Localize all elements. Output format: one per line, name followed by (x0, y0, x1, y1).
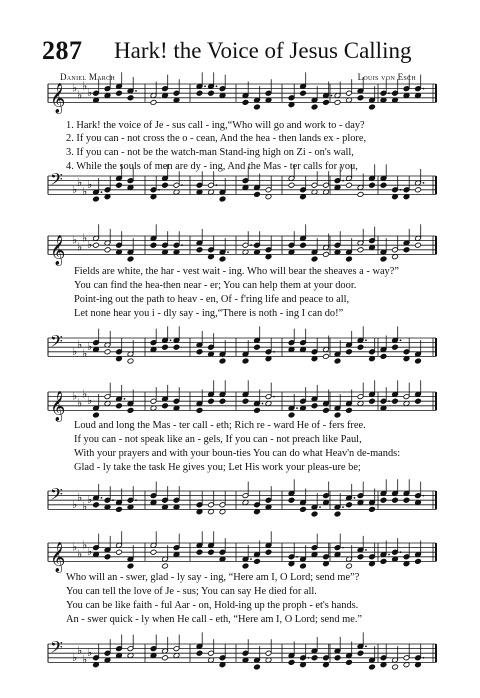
svg-text:𝄢: 𝄢 (50, 484, 63, 508)
svg-text:♭: ♭ (87, 545, 93, 559)
svg-text:♭: ♭ (72, 344, 78, 358)
svg-text:♭: ♭ (87, 86, 93, 100)
svg-text:♭: ♭ (72, 497, 78, 511)
lyric-line: You can be like faith - ful Aar - on, Hold-ing up the proph - et's hands. (66, 600, 359, 611)
svg-text:♭: ♭ (87, 394, 93, 408)
svg-text:♭: ♭ (77, 175, 83, 189)
lyric-line: 4. While the souls of men are dy - ing, And the Mas - ter calls for you, (66, 161, 358, 172)
lyric-line: Fields are white, the har - vest wait - ing. Who will bear the sheaves a - way?” (74, 266, 399, 277)
svg-text:♭: ♭ (77, 88, 83, 102)
svg-text:♭: ♭ (87, 493, 93, 507)
svg-text:♭: ♭ (87, 646, 93, 660)
svg-text:♭: ♭ (82, 79, 88, 93)
svg-text:♭: ♭ (82, 500, 88, 514)
svg-text:♭: ♭ (77, 240, 83, 254)
lyric-line: Glad - ly take the task He gives you; Let His work your pleas-ure be; (74, 462, 361, 473)
svg-text:𝄢: 𝄢 (50, 169, 63, 193)
svg-text:♭: ♭ (77, 490, 83, 504)
svg-text:𝄢: 𝄢 (50, 637, 63, 661)
svg-text:♭: ♭ (87, 178, 93, 192)
svg-text:♭: ♭ (82, 347, 88, 361)
svg-text:𝄞: 𝄞 (50, 235, 66, 266)
svg-text:♭: ♭ (77, 547, 83, 561)
svg-text:♭: ♭ (77, 337, 83, 351)
svg-text:𝄞: 𝄞 (50, 83, 66, 114)
svg-text:♭: ♭ (82, 231, 88, 245)
hymn-number: 287 (42, 36, 83, 65)
lyric-line: 3. If you can - not be the watch-man Stand-ing high on Zi - on's wall, (66, 147, 354, 158)
svg-text:♭: ♭ (72, 182, 78, 196)
svg-text:♭: ♭ (72, 389, 78, 403)
composer-credit: Daniel March (60, 72, 116, 82)
svg-text:♭: ♭ (82, 538, 88, 552)
svg-text:♭: ♭ (87, 340, 93, 354)
svg-text:♭: ♭ (72, 233, 78, 247)
svg-text:♭: ♭ (82, 653, 88, 667)
lyric-line: An - swer quick - ly when He call - eth, “Here am I, O Lord; send me.” (66, 614, 363, 625)
lyric-line: Who will an - swer, glad - ly say - ing, “Here am I, O Lord; send me”? (66, 572, 360, 583)
svg-text:♭: ♭ (87, 238, 93, 252)
lyric-line: 2. If you can - not cross the o - cean, And the hea - then lands ex - plore, (66, 133, 367, 144)
svg-text:♭: ♭ (72, 650, 78, 664)
svg-text:♭: ♭ (82, 387, 88, 401)
svg-text:♭: ♭ (72, 81, 78, 95)
lyric-line: If you can - not speak like an - gels, If you can - not preach like Paul, (74, 434, 362, 445)
lyric-line: Loud and long the Mas - ter call - eth; Rich re - ward He of - fers free. (74, 420, 366, 431)
svg-text:𝄢: 𝄢 (50, 331, 63, 355)
author-credit: Louis von Esch (357, 72, 416, 82)
svg-text:♭: ♭ (72, 540, 78, 554)
lyric-line: With your prayers and with your boun-ties You can do what Heav'n de-mands: (74, 448, 401, 459)
svg-text:𝄞: 𝄞 (50, 391, 66, 422)
svg-text:𝄞: 𝄞 (50, 542, 66, 573)
lyric-line: Point-ing out the path to heav - en, Of - f'ring life and peace to all, (74, 294, 350, 305)
svg-text:♭: ♭ (77, 396, 83, 410)
lyric-line: You can find the hea-then near - er; You can help them at your door. (74, 280, 357, 291)
lyric-line: 1. Hark! the voice of Je - sus call - ing,“Who will go and work to - day? (66, 120, 365, 131)
lyric-line: Let none hear you i - dly say - ing,“There is noth - ing I can do!” (74, 308, 344, 319)
hymn-title: Hark! the Voice of Jesus Calling (114, 38, 412, 63)
svg-text:♭: ♭ (82, 185, 88, 199)
lyric-line: You can tell the love of Je - sus; You can say He died for all. (66, 586, 317, 597)
svg-text:♭: ♭ (77, 643, 83, 657)
